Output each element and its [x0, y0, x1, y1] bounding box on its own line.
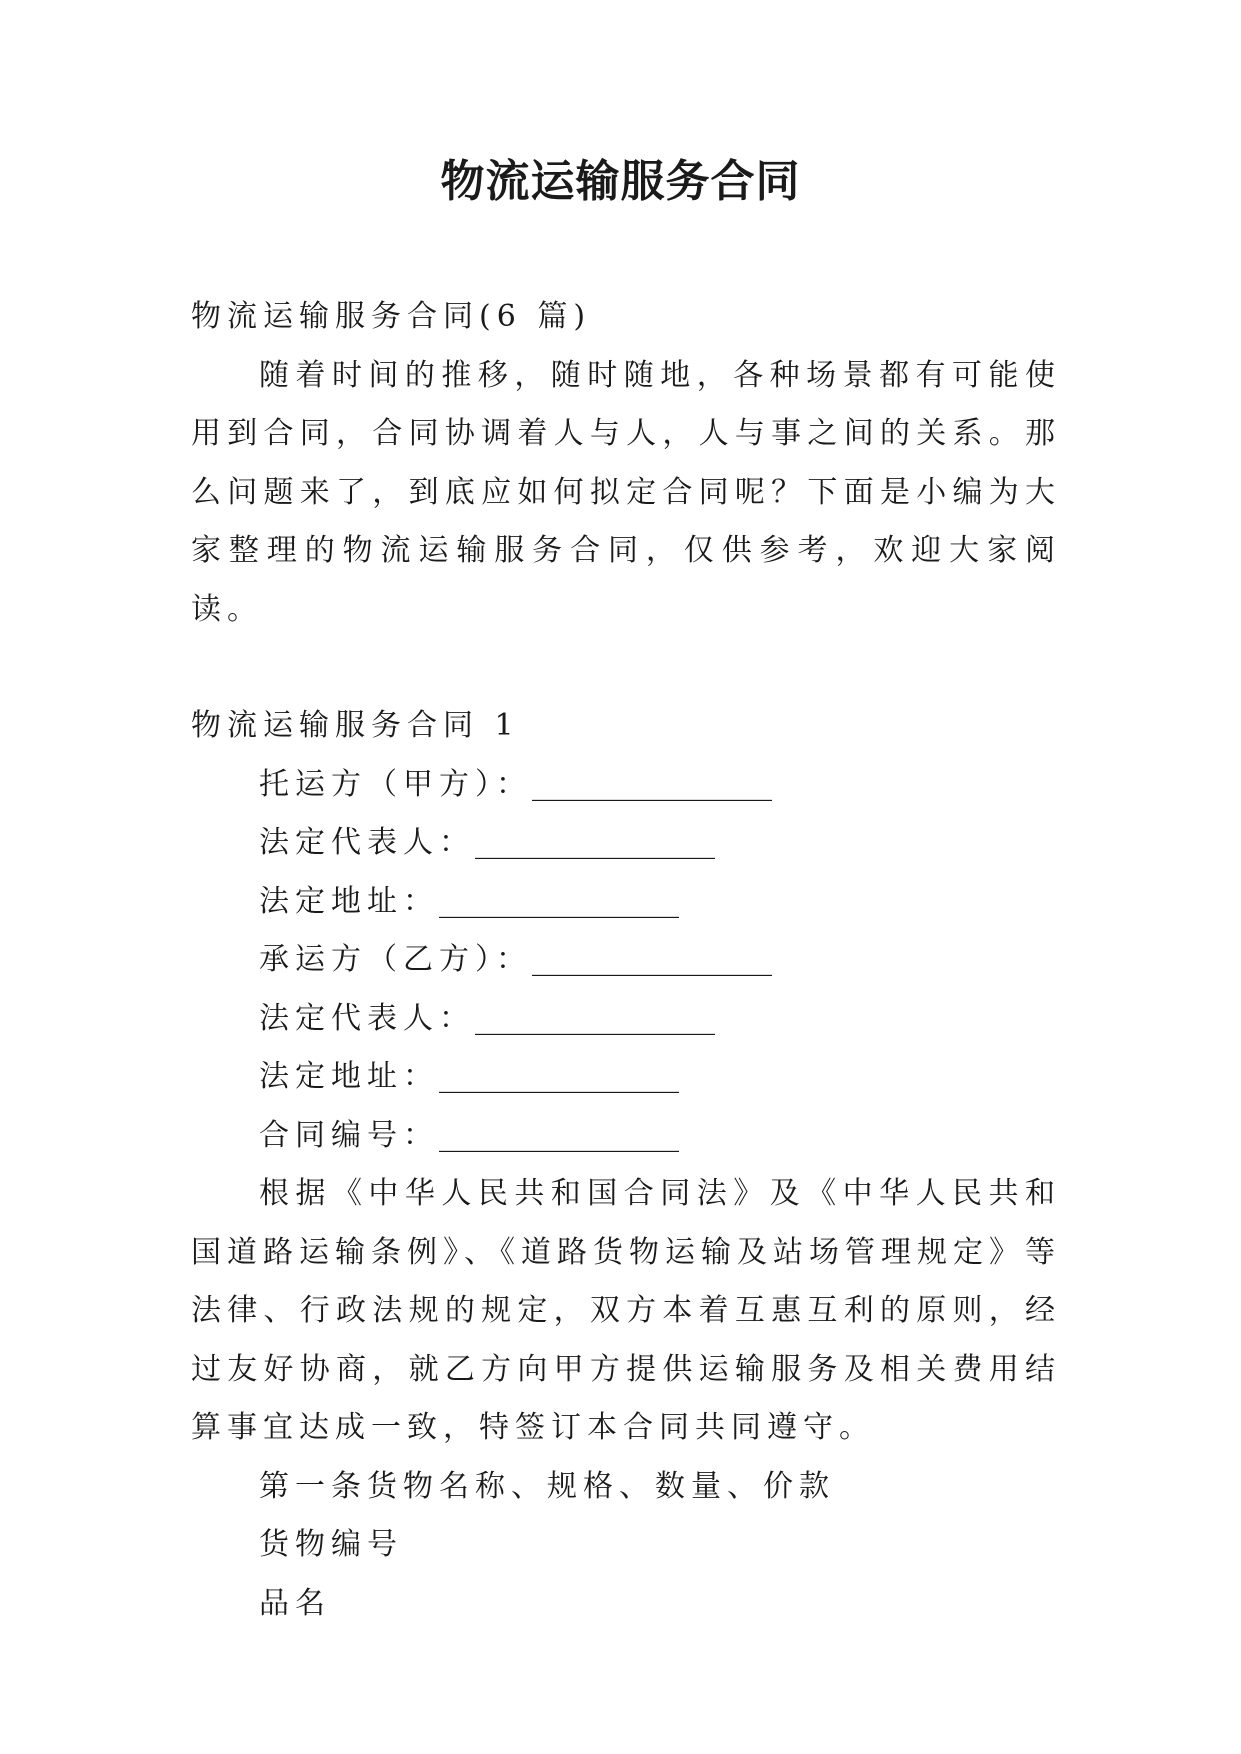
field-carrier: [191, 931, 1061, 990]
field-label: 托运方（甲方）：: [259, 766, 532, 802]
document-subtitle: 物流运输服务合同(6 篇): [191, 299, 592, 334]
field-label: 法定代表人：: [259, 1000, 475, 1036]
fill-blank: ________________: [532, 766, 772, 802]
fill-blank: ________________: [475, 1000, 715, 1036]
fill-blank: ________________: [439, 1059, 679, 1094]
article-1-heading: 第一条货物名称、规格、数量、价款: [259, 1468, 835, 1504]
field-label: 法定地址：: [259, 883, 439, 919]
field-carrier-address: [191, 1048, 1061, 1107]
field-consignor-address: [191, 873, 1061, 932]
document-body: [191, 288, 1061, 1633]
field-label: 合同编号：: [259, 1117, 439, 1153]
field-label: 法定地址：: [259, 1059, 439, 1094]
field-contract-number: [191, 1107, 1061, 1166]
document-title: 物流运输服务合同: [440, 156, 801, 207]
field-carrier-representative: [191, 990, 1061, 1049]
section-title: 物流运输服务合同 1: [191, 708, 520, 743]
item-name-label: 品名: [259, 1585, 331, 1621]
fill-blank: ________________: [439, 883, 679, 919]
field-consignor-representative: [191, 814, 1061, 873]
intro-paragraph: 随着时间的推移，随时随地，各种场景都有可能使用到合同，合同协调着人与人，人与事之间的关系。那么问题来了，到底应如何拟定合同呢？下面是小编为大家整理的物流运输服务合同，仅供参考，欢迎大家阅读。: [191, 357, 1061, 627]
field-label: 法定代表人：: [259, 825, 475, 860]
fill-blank: ________________: [439, 1117, 679, 1153]
basis-paragraph: 根据《中华人民共和国合同法》及《中华人民共和国道路运输条例》、《道路货物运输及站场管理规定》等法律、行政法规的规定，双方本着互惠互利的原则，经过友好协商，就乙方向甲方提供运输服务及相关费用结算事宜达成一致，特签订本合同共同遵守。: [191, 1176, 1061, 1445]
paragraph-gap: [191, 639, 1061, 697]
fill-blank: ________________: [532, 942, 772, 977]
field-consignor: [191, 756, 1061, 815]
field-label: 承运方（乙方）：: [259, 942, 532, 977]
item-number-label: 货物编号: [259, 1527, 403, 1562]
fill-blank: ________________: [475, 825, 715, 860]
